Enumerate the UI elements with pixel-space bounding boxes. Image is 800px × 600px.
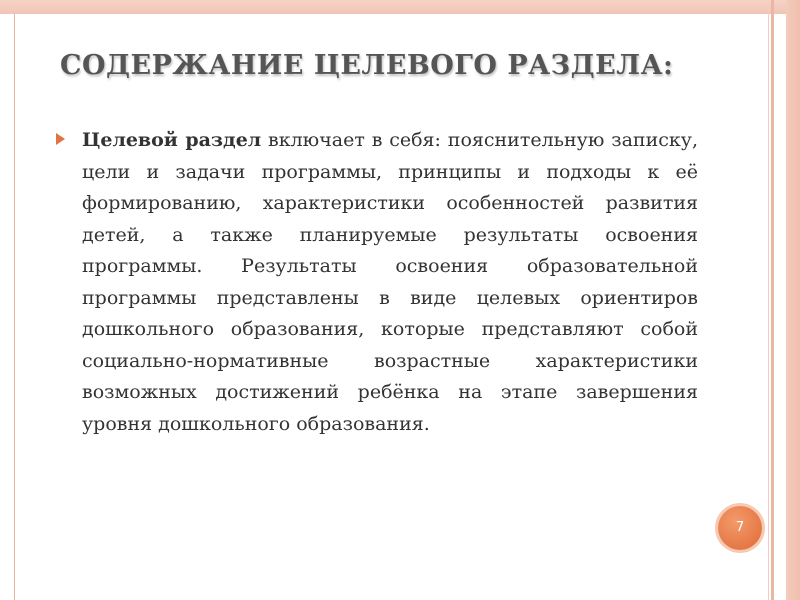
bullet-text: [82, 125, 698, 440]
bullet-bold-lead: Целевой раздел: [82, 129, 262, 151]
slide-title: СОДЕРЖАНИЕ ЦЕЛЕВОГО РАЗДЕЛА:: [60, 50, 674, 81]
bullet-body: включает в себя: пояснительную записку, цели и задачи программы, принципы и подходы к её формированию, характеристики особенностей развития детей, а также планируемые результаты освоения программы. Результаты освоения образовательной программы представлены в виде целевых ориентиров дошкольного образования, которые представляют собой социально-нормативные возрастные характеристики возможных достижений ребёнка на этапе завершения уровня дошкольного образования.: [82, 129, 698, 435]
top-decorative-band: [0, 0, 800, 14]
triangle-bullet-icon: [56, 133, 65, 145]
right-decorative-thin-line: [768, 0, 769, 600]
right-decorative-stripe: [786, 0, 800, 600]
right-decorative-line: [771, 0, 774, 600]
page-number-badge: 7: [718, 506, 762, 550]
bullet-item: [56, 125, 698, 440]
left-frame-line: [14, 14, 15, 600]
